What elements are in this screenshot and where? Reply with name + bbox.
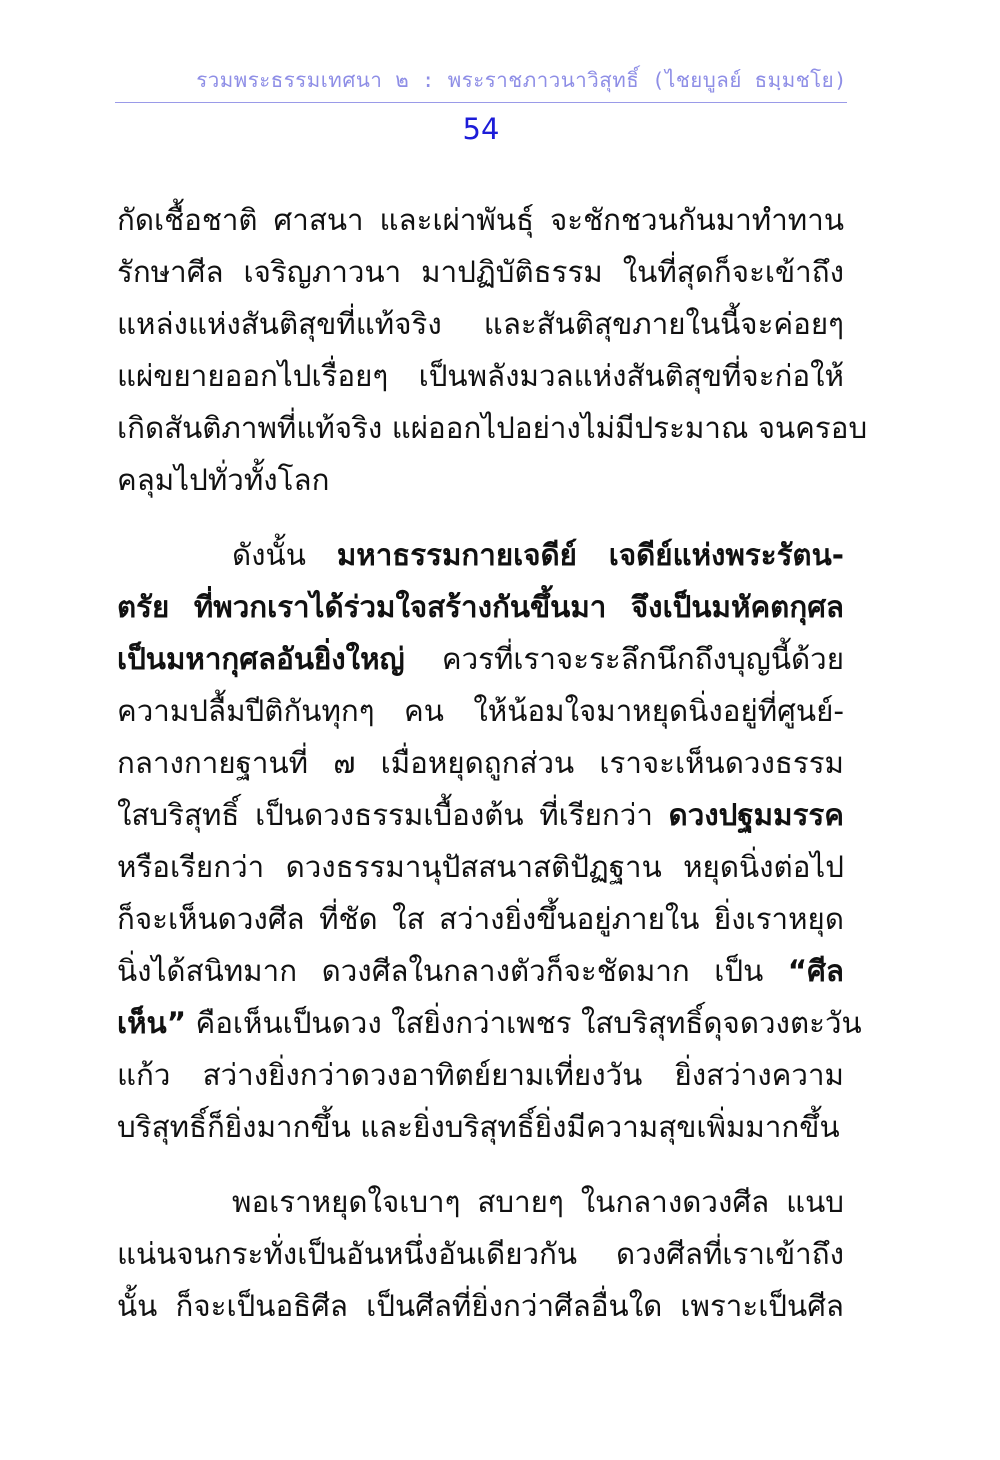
page-number: 54 [462, 112, 500, 146]
paragraph-2-line-8: ก็จะเห็นดวงศีล ที่ชัด ใส สว่างยิ่งขึ้นอยู่ภายใน ยิ่งเราหยุด [117, 902, 844, 936]
paragraph-2-line-4: ความปลื้มปีติกันทุกๆ คน ให้น้อมใจมาหยุดนิ่งอยู่ที่ศูนย์- [117, 694, 844, 728]
paragraph-1-line-5: เกิดสันติภาพที่แท้จริง แผ่ออกไปอย่างไม่มีประมาณ จนครอบ [117, 411, 868, 445]
paragraph-2-line-6-bold: ดวงปฐมมรรค [668, 798, 844, 832]
paragraph-2-line-3-text: ควรที่เราจะระลึกนึกถึงบุญนี้ด้วย [404, 642, 844, 676]
paragraph-2-line-9 [117, 951, 844, 995]
paragraph-2-line-12: บริสุทธิ์ก็ยิ่งมากขึ้น และยิ่งบริสุทธิ์ยิ่งมีความสุขเพิ่มมากขึ้น [117, 1110, 840, 1144]
paragraph-1-line-1: กัดเชื้อชาติ ศาสนา และเผ่าพันธุ์ จะชักชวนกันมาทำทาน [117, 203, 844, 237]
paragraph-2-line-2: ตรัย ที่พวกเราได้ร่วมใจสร้างกันขึ้นมา จึงเป็นมหัคตกุศล [117, 590, 844, 624]
paragraph-2-line-5: กลางกายฐานที่ ๗ เมื่อหยุดถูกส่วน เราจะเห็นดวงธรรม [117, 746, 844, 780]
header-title: รวมพระธรรมเทศนา ๒ : พระราชภาวนาวิสุทธิ์ (ไชยบูลย์ ธมฺมชโย) [196, 68, 847, 92]
paragraph-3-line-3: นั้น ก็จะเป็นอธิศีล เป็นศีลที่ยิ่งกว่าศีลอื่นใด เพราะเป็นศีล [117, 1289, 844, 1323]
paragraph-2-line-10-text: คือเห็นเป็นดวง ใสยิ่งกว่าเพชร ใสบริสุทธิ์ดุจดวงตะวัน [186, 1006, 862, 1040]
paragraph-1-line-6: คลุมไปทั่วทั้งโลก [117, 463, 330, 497]
paragraph-2-line-9-bold: “ศีล [787, 954, 844, 988]
paragraph-2-line-1-text: ดังนั้น [232, 538, 337, 572]
paragraph-2-line-6 [117, 795, 844, 839]
paragraph-2-line-9-text: นิ่งได้สนิทมาก ดวงศีลในกลางตัวก็จะชัดมาก เป็น [117, 954, 788, 988]
paragraph-1-line-3: แหล่งแห่งสันติสุขที่แท้จริง และสันติสุขภายในนี้จะค่อยๆ [117, 307, 844, 341]
paragraph-3-line-2: แน่นจนกระทั่งเป็นอันหนึ่งอันเดียวกัน ดวงศีลที่เราเข้าถึง [117, 1237, 844, 1271]
paragraph-2-line-10 [117, 1003, 862, 1047]
paragraph-2-line-3 [117, 639, 844, 683]
paragraph-1-line-4: แผ่ขยายออกไปเรื่อยๆ เป็นพลังมวลแห่งสันติสุขที่จะก่อให้ [117, 359, 844, 393]
paragraph-3-line-1: พอเราหยุดใจเบาๆ สบายๆ ในกลางดวงศีล แนบ [232, 1185, 844, 1219]
paragraph-2-line-10-bold: เห็น” [117, 1006, 187, 1040]
paragraph-1-line-2: รักษาศีล เจริญภาวนา มาปฏิบัติธรรม ในที่สุดก็จะเข้าถึง [117, 255, 844, 289]
paragraph-2-line-7: หรือเรียกว่า ดวงธรรมานุปัสสนาสติปัฏฐาน หยุดนิ่งต่อไป [117, 850, 844, 884]
paragraph-2-line-3-bold: เป็นมหากุศลอันยิ่งใหญ่ [117, 642, 405, 676]
paragraph-2-line-6-text: ใสบริสุทธิ์ เป็นดวงธรรมเบื้องต้น ที่เรียกว่า [117, 798, 669, 832]
paragraph-2-line-11: แก้ว สว่างยิ่งกว่าดวงอาทิตย์ยามเที่ยงวัน ยิ่งสว่างความ [117, 1058, 844, 1092]
paragraph-2-line-1-bold: มหาธรรมกายเจดีย์ เจดีย์แห่งพระรัตน- [336, 538, 844, 572]
running-header [115, 58, 847, 103]
paragraph-2-line-1 [232, 535, 844, 579]
